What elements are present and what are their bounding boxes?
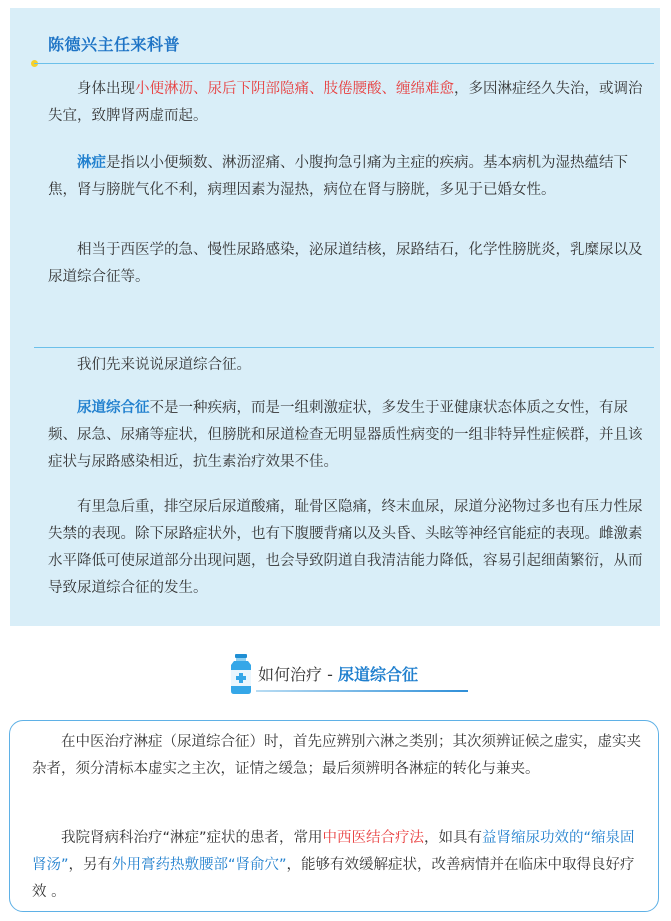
term-linzheng: 淋症 xyxy=(77,155,106,171)
title-divider xyxy=(34,63,654,64)
paragraph-hospital-treatment: 我院肾病科治疗“淋症”症状的患者，常用中西医结合疗法，如具有益肾缩尿功效的“缩泉固肾汤”，另有外用膏药热敷腰部“肾俞穴”，能够有效缓解症状，改善病情并在临床中取得良好疗效 。 xyxy=(32,830,635,900)
section-title: 陈德兴主任来科普 xyxy=(48,35,181,54)
heading-underline xyxy=(256,690,468,692)
paragraph-tcm-diagnosis: 在中医治疗淋症（尿道综合征）时，首先应辨别六淋之类别；其次须辨证候之虚实，虚实夹杂者，须分清标本虚实之主次，证情之缓急；最后须辨明各淋症的转化与兼夹。 xyxy=(32,734,641,777)
paragraph-syndrome-definition: 尿道综合征不是一种疾病，而是一组刺激症状，多发生于亚健康状态体质之女性，有尿频、尿急、尿痛等症状，但膀胱和尿道检查无明显器质性病变的一组非特异性症候群，并且该症状与尿路感染相近，抗生素治疗效果不佳。 xyxy=(48,400,643,470)
treatment-heading xyxy=(228,654,488,694)
paragraph-syndrome-symptoms: 有里急后重，排空尿后尿道酸痛，耻骨区隐痛，终末血尿，尿道分泌物过多也有压力性尿失禁的表现。除下尿路症状外，也有下腹腰背痛以及头昏、头眩等神经官能症的表现。雌激素水平降低可使尿道部分出现问题，也会导致阴道自我清洁能力降低，容易引起细菌繁衍，从而导致尿道综合征的发生。 xyxy=(48,499,643,596)
paragraph-western-equivalent: 相当于西医学的急、慢性尿路感染，泌尿道结核，尿路结石，化学性膀胱炎，乳糜尿以及尿道综合征等。 xyxy=(48,242,643,285)
section-divider xyxy=(34,347,654,348)
paragraph-symptoms: 身体出现小便淋沥、尿后下阴部隐痛、肢倦腰酸、缠绵难愈，多因淋症经久失治，或调治失宜，致脾肾两虚而起。 xyxy=(48,81,643,124)
symptoms-highlight: 小便淋沥、尿后下阴部隐痛、肢倦腰酸、缠绵难愈 xyxy=(135,81,454,97)
paragraph-definition: 淋症是指以小便频数、淋沥涩痛、小腹拘急引痛为主症的疾病。基本病机为湿热蕴结下焦，肾与膀胱气化不利，病理因素为湿热，病位在肾与膀胱，多见于已婚女性。 xyxy=(48,155,628,198)
term-urethral-syndrome: 尿道综合征 xyxy=(77,400,150,416)
plaster-highlight: 外用膏药热敷腰部“肾俞穴” xyxy=(112,857,287,873)
decoction-highlight: 益肾缩尿功效的“缩泉固肾汤” xyxy=(32,830,635,873)
medicine-bottle-icon xyxy=(228,654,254,694)
treatment-heading-text: 如何治疗 - 尿道综合征 xyxy=(258,665,418,684)
treatment-heading-highlight: 尿道综合征 xyxy=(337,665,418,684)
combined-therapy-highlight: 中西医结合疗法 xyxy=(322,830,425,846)
paragraph-intro-syndrome: 我们先来说说尿道综合征。 xyxy=(77,357,251,373)
treatment-panel xyxy=(9,720,659,912)
intro-panel xyxy=(10,8,660,626)
